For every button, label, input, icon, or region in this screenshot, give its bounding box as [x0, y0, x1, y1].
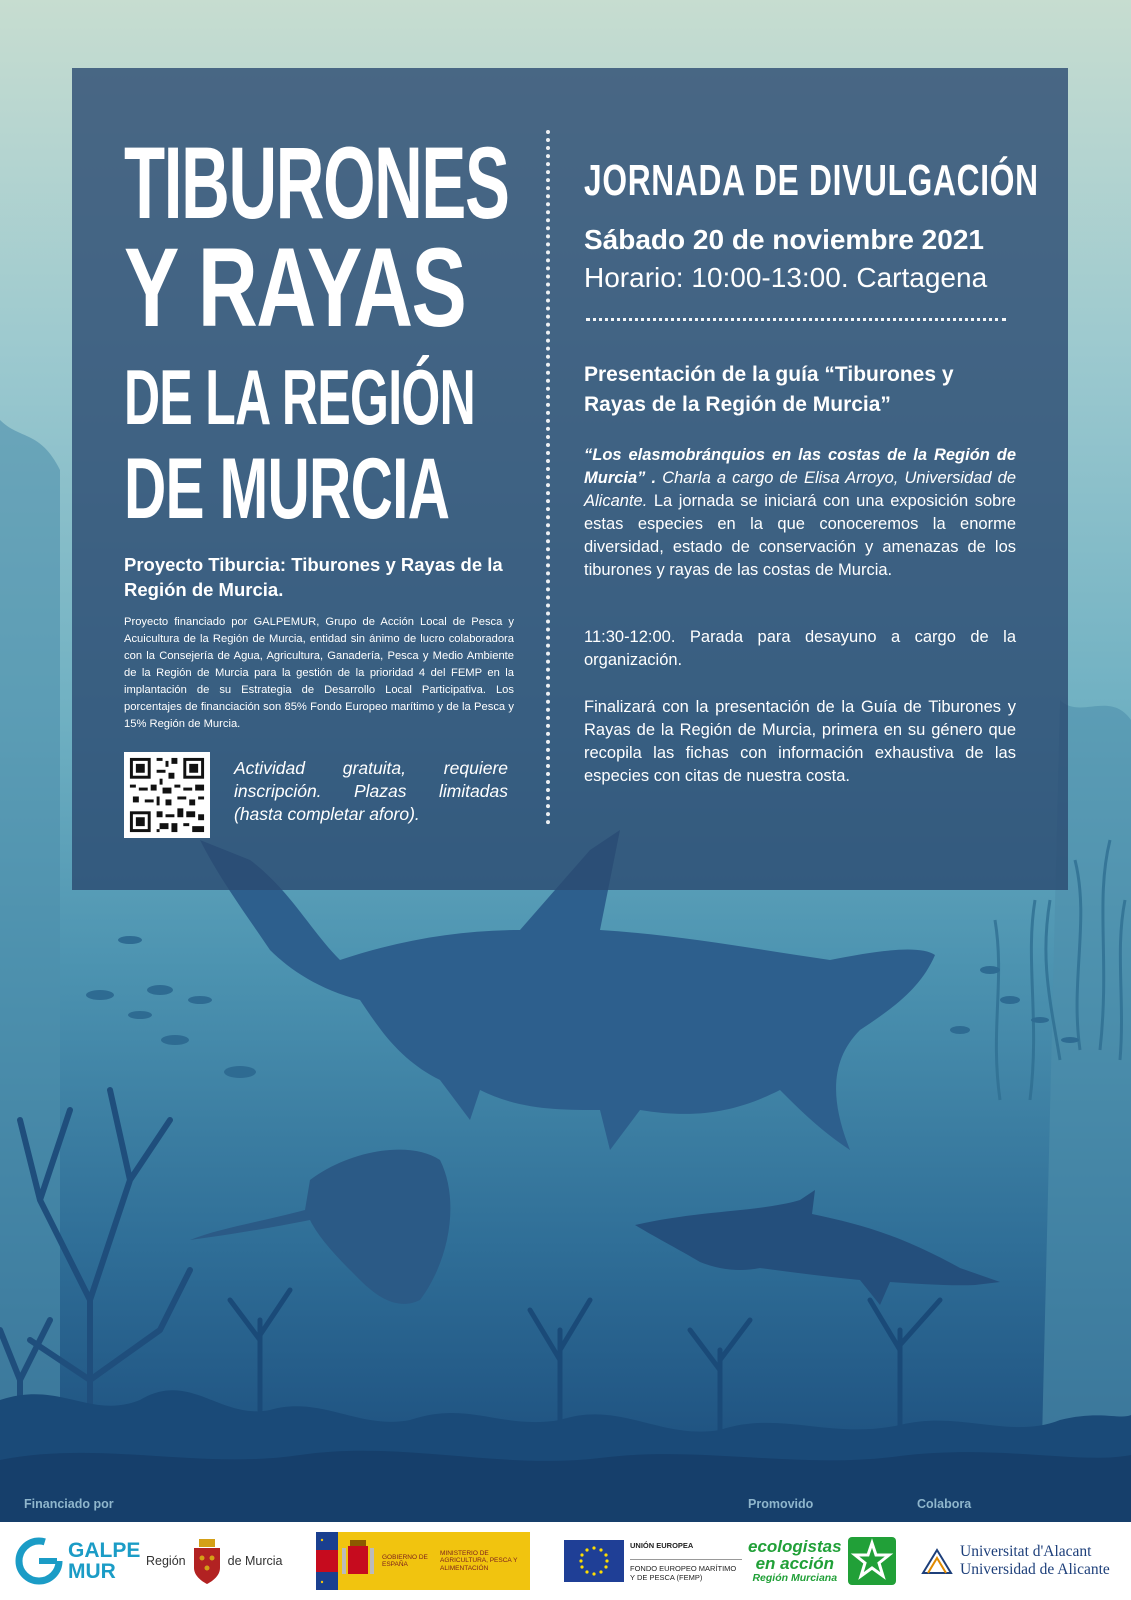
sponsor-footer	[0, 1522, 1131, 1600]
title-line-2: Y RAYAS	[124, 225, 466, 350]
eu-flag-icon	[564, 1540, 624, 1582]
gobierno-espana-logo[interactable]	[316, 1522, 530, 1600]
financed-label: Financiado por	[24, 1497, 114, 1511]
ua-line-2: Universidad de Alicante	[960, 1561, 1110, 1578]
activity-note	[234, 757, 508, 826]
activity-line-1: Actividad gratuita, requiere inscripción. Plazas limitadas	[234, 758, 508, 801]
galpemur-line-1: GALPE	[68, 1539, 141, 1562]
title-line-3: DE LA REGIÓN	[124, 353, 476, 441]
collab-label: Colabora	[917, 1497, 972, 1511]
qr-code[interactable]	[124, 752, 210, 838]
eu-line-1: UNIÓN EUROPEA	[630, 1540, 694, 1550]
ecologistas-star-icon	[848, 1537, 896, 1585]
talk-title: “Los elasmobránquios en las costas de la Región de Murcia” .	[584, 446, 1016, 487]
eu-femp-logo[interactable]	[564, 1522, 742, 1600]
eu-line-2: FONDO EUROPEO MARÍTIMO Y DE PESCA (FEMP)	[630, 1563, 737, 1582]
break-paragraph: 11:30-12:00. Parada para desayuno a cargo de la organización.	[584, 628, 1016, 669]
region-murcia-right: de Murcia	[227, 1554, 283, 1568]
presentation-title: Presentación de la guía “Tiburones y Rayas de la Región de Murcia”	[584, 363, 954, 416]
galpemur-line-2: MUR	[68, 1560, 116, 1583]
ecologistas-logo[interactable]	[748, 1522, 896, 1600]
eco-line-1: ecologistas	[748, 1536, 842, 1556]
ua-line-1: Universitat d'Alacant	[960, 1543, 1092, 1560]
promoted-label: Promovido	[748, 1497, 814, 1511]
closing-paragraph: Finalizará con la presentación de la Guía de Tiburones y Rayas de la Región de Murcia, primera en su género que recopila las fichas con información exhaustiva de las especies con citas de nuestra costa.	[584, 698, 1016, 785]
reef-bottom	[0, 1451, 1131, 1522]
shark-small	[635, 1190, 1000, 1305]
murcia-shield-icon	[190, 1536, 224, 1586]
eco-line-3: Región Murciana	[752, 1571, 838, 1584]
ua-logo[interactable]	[920, 1522, 1110, 1600]
stingray	[190, 1150, 450, 1304]
talk-description: La jornada se iniciará con una exposición sobre estas especies en la que conoceremos la enorme diversidad, estado de conservación y amenazas de los tiburones y rayas de las costas de Murcia.	[584, 492, 1016, 579]
galpemur-logo[interactable]	[14, 1522, 140, 1600]
title-line-1: TIBURONES	[124, 126, 509, 240]
event-kicker: JORNADA DE DIVULGACIÓN	[584, 156, 1039, 205]
spain-coat-of-arms-icon	[338, 1536, 378, 1586]
project-subtitle: Proyecto Tiburcia: Tiburones y Rayas de la Región de Murcia.	[124, 554, 503, 600]
dotted-separator	[586, 318, 1006, 321]
region-murcia-logo[interactable]	[146, 1522, 283, 1600]
ministerio-text: MINISTERIO DE AGRICULTURA, PESCA Y ALIMENTACIÓN	[440, 1549, 518, 1572]
event-time: Horario: 10:00-13:00. Cartagena	[584, 262, 988, 293]
talk-paragraph	[584, 444, 1016, 582]
eco-line-2: en acción	[755, 1553, 834, 1573]
galpemur-icon	[14, 1536, 64, 1586]
talk-speaker: Charla a cargo de Elisa Arroyo, Universidad de Alicante.	[584, 469, 1017, 510]
event-date: Sábado 20 de noviembre 2021	[584, 224, 984, 255]
activity-line-2: (hasta completar aforo).	[234, 804, 420, 824]
gobierno-text: GOBIERNO DE ESPAÑA	[382, 1553, 428, 1568]
spain-flag-icon	[316, 1532, 338, 1590]
reef-plants	[230, 1290, 940, 1430]
title-line-4: DE MURCIA	[124, 441, 450, 537]
funding-text: Proyecto financiado por GALPEMUR, Grupo de Acción Local de Pesca y Acuicultura de la Región de Murcia, entidad sin ánimo de lucro colaboradora con la Consejería de Agua, Agricultura, Ganadería, Pesca y Medio Ambiente de la Región de Murcia para la gestión de la prioridad 4 del FEMP en la implantación de su Estrategia de Desarrollo Local Participativa. Los porcentajes de financiación son 85% Fondo Europeo marítimo y de la Pesca y 15% Región de Murcia.	[124, 616, 514, 730]
panel-divider	[546, 130, 550, 825]
region-murcia-left: Región	[146, 1554, 186, 1568]
ua-emblem-icon	[920, 1546, 954, 1576]
